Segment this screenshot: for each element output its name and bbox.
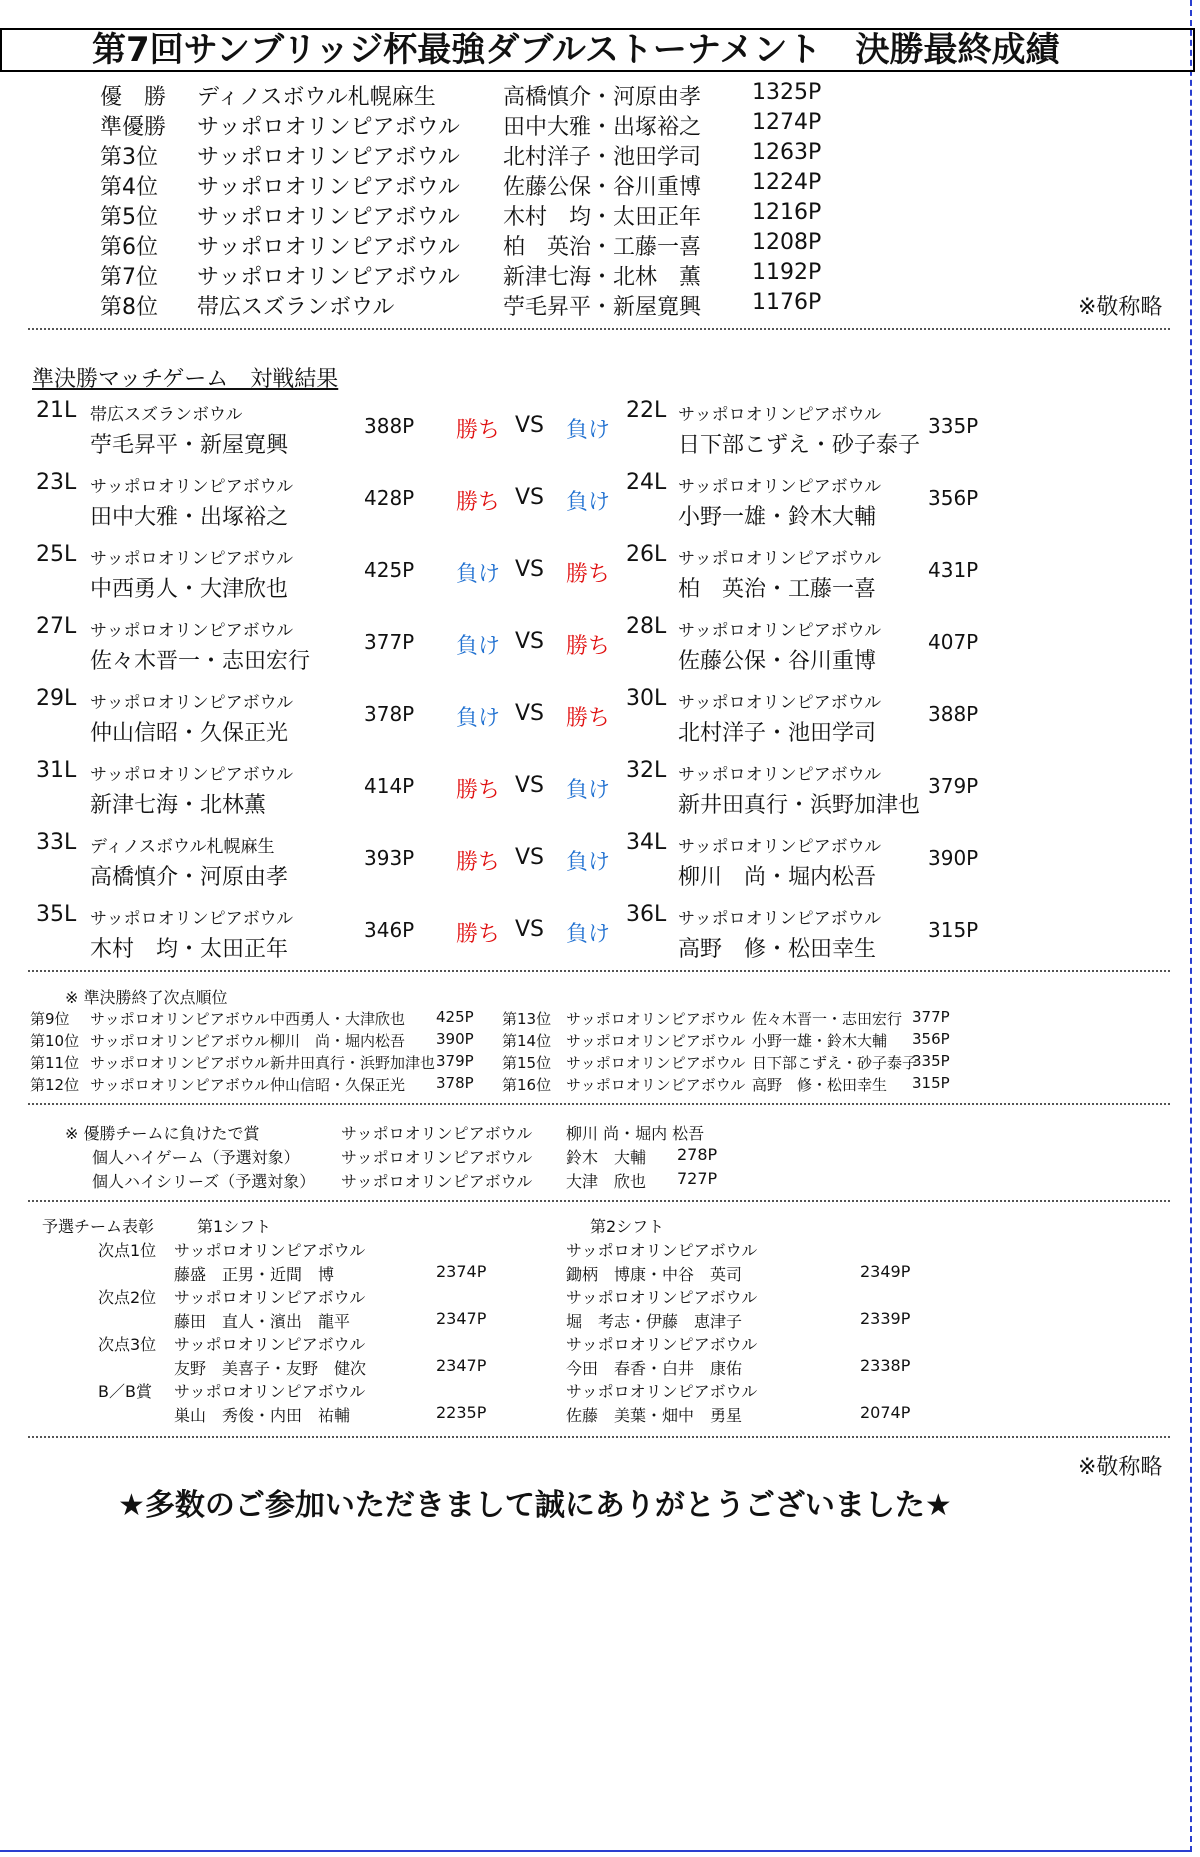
divider [28, 1200, 1170, 1202]
right-score: 315P [928, 918, 979, 942]
award-players: 柳川 尚・堀内 松吾 [566, 1124, 705, 1143]
next-players: 柳川 尚・堀内松吾 [270, 1032, 406, 1050]
right-players: 柳川 尚・堀内松吾 [678, 865, 877, 890]
right-lane: 34L [626, 830, 667, 855]
vs-label: VS [515, 701, 545, 726]
prelim-center-2: サッポロオリンピアボウル [566, 1241, 758, 1260]
next-players: 小野一雄・鈴木大輔 [752, 1032, 888, 1050]
next-ranking-heading: ※ 準決勝終了次点順位 [65, 988, 228, 1007]
next-rank: 第15位 [502, 1054, 552, 1072]
final-rank: 第7位 [100, 265, 158, 290]
right-result: 勝ち [566, 562, 611, 587]
final-players: 高橋慎介・河原由孝 [503, 85, 702, 110]
right-players: 高野 修・松田幸生 [678, 937, 877, 962]
final-center: サッポロオリンピアボウル [197, 265, 460, 290]
right-center: サッポロオリンピアボウル [678, 837, 882, 857]
prelim-score-2: 2349P [860, 1262, 911, 1281]
left-center: サッポロオリンピアボウル [90, 549, 294, 569]
left-center: サッポロオリンピアボウル [90, 477, 294, 497]
next-rank: 第11位 [30, 1054, 80, 1072]
prelim-label: 次点3位 [98, 1335, 157, 1354]
final-center: 帯広スズランボウル [197, 295, 395, 320]
final-players: 佐藤公保・谷川重博 [503, 175, 702, 200]
right-center: サッポロオリンピアボウル [678, 621, 882, 641]
next-players: 日下部こずえ・砂子泰子 [752, 1054, 918, 1072]
left-lane: 33L [36, 830, 77, 855]
next-players: 仲山信昭・久保正光 [270, 1076, 406, 1094]
final-center: サッポロオリンピアボウル [197, 115, 460, 140]
left-lane: 31L [36, 758, 77, 783]
left-score: 378P [364, 702, 415, 726]
right-players: 北村洋子・池田学司 [678, 721, 877, 746]
divider [28, 328, 1170, 330]
prelim-center-2: サッポロオリンピアボウル [566, 1288, 758, 1307]
next-players: 高野 修・松田幸生 [752, 1076, 888, 1094]
left-players: 新津七海・北林薫 [90, 793, 267, 818]
prelim-center-2: サッポロオリンピアボウル [566, 1335, 758, 1354]
prelim-players-2: 今田 春香・白井 康佑 [566, 1359, 743, 1378]
right-lane: 32L [626, 758, 667, 783]
next-score: 378P [436, 1074, 474, 1092]
left-players: 苧毛昇平・新屋寛興 [90, 433, 289, 458]
vs-label: VS [515, 773, 545, 798]
left-score: 414P [364, 774, 415, 798]
final-center: ディノスボウル札幌麻生 [197, 85, 436, 110]
prelim-center-1: サッポロオリンピアボウル [174, 1382, 366, 1401]
next-score: 335P [912, 1052, 950, 1070]
next-score: 379P [436, 1052, 474, 1070]
final-score: 1208P [752, 230, 822, 255]
award-center: サッポロオリンピアボウル [341, 1124, 533, 1143]
prelim-score-1: 2374P [436, 1262, 487, 1281]
left-result: 勝ち [456, 418, 501, 443]
final-rank: 第3位 [100, 145, 158, 170]
honorific-note-bottom: ※敬称略 [1078, 1455, 1163, 1480]
left-players: 高橋慎介・河原由孝 [90, 865, 289, 890]
final-players: 柏 英治・工藤一喜 [503, 235, 702, 260]
final-rank: 第4位 [100, 175, 158, 200]
next-score: 377P [912, 1008, 950, 1026]
right-score: 431P [928, 558, 979, 582]
final-rank: 優 勝 [100, 85, 167, 110]
next-center: サッポロオリンピアボウル [566, 1076, 746, 1094]
left-result: 勝ち [456, 922, 501, 947]
left-score: 377P [364, 630, 415, 654]
prelim-score-2: 2339P [860, 1309, 911, 1328]
left-score: 388P [364, 414, 415, 438]
semifinal-heading: 準決勝マッチゲーム 対戦結果 [32, 367, 339, 392]
next-players: 中西勇人・大津欣也 [270, 1010, 406, 1028]
left-players: 中西勇人・大津欣也 [90, 577, 289, 602]
left-lane: 35L [36, 902, 77, 927]
next-score: 425P [436, 1008, 474, 1026]
left-lane: 21L [36, 398, 77, 423]
right-center: サッポロオリンピアボウル [678, 477, 882, 497]
left-lane: 27L [36, 614, 77, 639]
vs-label: VS [515, 413, 545, 438]
final-center: サッポロオリンピアボウル [197, 205, 460, 230]
prelim-players-1: 藤盛 正男・近間 博 [174, 1265, 335, 1284]
prelim-players-2: 堀 考志・伊藤 恵津子 [566, 1312, 743, 1331]
right-result: 負け [566, 490, 611, 515]
left-center: サッポロオリンピアボウル [90, 765, 294, 785]
right-score: 335P [928, 414, 979, 438]
final-rank: 第8位 [100, 295, 158, 320]
vs-label: VS [515, 917, 545, 942]
prelim-score-1: 2347P [436, 1309, 487, 1328]
left-result: 勝ち [456, 778, 501, 803]
vs-label: VS [515, 485, 545, 510]
next-players: 佐々木晋一・志田宏行 [752, 1010, 903, 1028]
final-rank: 第6位 [100, 235, 158, 260]
next-center: サッポロオリンピアボウル [90, 1032, 270, 1050]
vs-label: VS [515, 629, 545, 654]
right-center: サッポロオリンピアボウル [678, 405, 882, 425]
right-score: 407P [928, 630, 979, 654]
divider [28, 1103, 1170, 1105]
left-score: 428P [364, 486, 415, 510]
honorific-note: ※敬称略 [1078, 295, 1163, 320]
left-score: 393P [364, 846, 415, 870]
final-players: 田中大雅・出塚裕之 [503, 115, 702, 140]
right-result: 負け [566, 922, 611, 947]
left-center: 帯広スズランボウル [90, 405, 243, 425]
next-center: サッポロオリンピアボウル [566, 1054, 746, 1072]
award-center: サッポロオリンピアボウル [341, 1148, 533, 1167]
left-result: 勝ち [456, 490, 501, 515]
right-result: 負け [566, 778, 611, 803]
award-center: サッポロオリンピアボウル [341, 1172, 533, 1191]
prelim-score-1: 2347P [436, 1356, 487, 1375]
final-score: 1224P [752, 170, 822, 195]
right-lane: 26L [626, 542, 667, 567]
next-players: 新井田真行・浜野加津也 [270, 1054, 436, 1072]
final-score: 1176P [752, 290, 822, 315]
right-players: 佐藤公保・谷川重博 [678, 649, 877, 674]
right-lane: 24L [626, 470, 667, 495]
left-score: 425P [364, 558, 415, 582]
prelim-players-1: 巣山 秀俊・内田 祐輔 [174, 1406, 351, 1425]
left-result: 負け [456, 706, 501, 731]
prelim-center-1: サッポロオリンピアボウル [174, 1241, 366, 1260]
next-center: サッポロオリンピアボウル [90, 1054, 270, 1072]
final-score: 1216P [752, 200, 822, 225]
final-players: 苧毛昇平・新屋寛興 [503, 295, 702, 320]
final-score: 1274P [752, 110, 822, 135]
left-center: サッポロオリンピアボウル [90, 693, 294, 713]
award-score: 727P [677, 1169, 718, 1188]
shift1-heading: 第1シフト [197, 1217, 272, 1236]
thanks-message: ★多数のご参加いただきまして誠にありがとうございました★ [118, 1488, 952, 1523]
final-score: 1263P [752, 140, 822, 165]
prelim-players-2: 鋤柄 博康・中谷 英司 [566, 1265, 743, 1284]
prelim-label: 次点2位 [98, 1288, 157, 1307]
left-players: 仲山信昭・久保正光 [90, 721, 289, 746]
right-score: 356P [928, 486, 979, 510]
final-rank: 第5位 [100, 205, 158, 230]
final-center: サッポロオリンピアボウル [197, 175, 460, 200]
award-players: 鈴木 大輔 [566, 1148, 647, 1167]
next-center: サッポロオリンピアボウル [566, 1032, 746, 1050]
left-players: 木村 均・太田正年 [90, 937, 289, 962]
prelim-heading: 予選チーム表彰 [42, 1217, 155, 1236]
left-result: 負け [456, 634, 501, 659]
next-score: 390P [436, 1030, 474, 1048]
final-score: 1192P [752, 260, 822, 285]
final-center: サッポロオリンピアボウル [197, 235, 460, 260]
left-center: サッポロオリンピアボウル [90, 909, 294, 929]
divider [28, 970, 1170, 972]
prelim-score-1: 2235P [436, 1403, 487, 1422]
final-players: 北村洋子・池田学司 [503, 145, 702, 170]
prelim-players-1: 友野 美喜子・友野 健次 [174, 1359, 367, 1378]
vs-label: VS [515, 557, 545, 582]
right-center: サッポロオリンピアボウル [678, 765, 882, 785]
next-center: サッポロオリンピアボウル [566, 1010, 746, 1028]
prelim-center-2: サッポロオリンピアボウル [566, 1382, 758, 1401]
next-rank: 第14位 [502, 1032, 552, 1050]
prelim-score-2: 2074P [860, 1403, 911, 1422]
left-center: ディノスボウル札幌麻生 [90, 837, 275, 857]
left-center: サッポロオリンピアボウル [90, 621, 294, 641]
prelim-score-2: 2338P [860, 1356, 911, 1375]
shift2-heading: 第2シフト [590, 1217, 665, 1236]
award-label: ※ 優勝チームに負けたで賞 [65, 1124, 260, 1143]
right-center: サッポロオリンピアボウル [678, 549, 882, 569]
final-center: サッポロオリンピアボウル [197, 145, 460, 170]
left-lane: 23L [36, 470, 77, 495]
right-result: 勝ち [566, 634, 611, 659]
prelim-center-1: サッポロオリンピアボウル [174, 1335, 366, 1354]
right-center: サッポロオリンピアボウル [678, 909, 882, 929]
prelim-center-1: サッポロオリンピアボウル [174, 1288, 366, 1307]
left-lane: 29L [36, 686, 77, 711]
right-lane: 30L [626, 686, 667, 711]
right-lane: 28L [626, 614, 667, 639]
right-result: 勝ち [566, 706, 611, 731]
right-score: 388P [928, 702, 979, 726]
prelim-label: 次点1位 [98, 1241, 157, 1260]
right-center: サッポロオリンピアボウル [678, 693, 882, 713]
right-lane: 36L [626, 902, 667, 927]
award-score: 278P [677, 1145, 718, 1164]
next-rank: 第12位 [30, 1076, 80, 1094]
next-center: サッポロオリンピアボウル [90, 1010, 270, 1028]
vs-label: VS [515, 845, 545, 870]
right-score: 379P [928, 774, 979, 798]
final-players: 新津七海・北林 薫 [503, 265, 702, 290]
page-title: 第7回サンブリッジ杯最強ダブルストーナメント 決勝最終成績 [0, 28, 1195, 72]
prelim-players-1: 藤田 直人・濱出 龍平 [174, 1312, 351, 1331]
award-players: 大津 欣也 [566, 1172, 647, 1191]
award-label: 個人ハイシリーズ（予選対象） [92, 1172, 316, 1191]
next-rank: 第16位 [502, 1076, 552, 1094]
right-result: 負け [566, 418, 611, 443]
next-score: 356P [912, 1030, 950, 1048]
right-players: 日下部こずえ・砂子泰子 [678, 433, 921, 458]
right-lane: 22L [626, 398, 667, 423]
left-score: 346P [364, 918, 415, 942]
left-lane: 25L [36, 542, 77, 567]
final-score: 1325P [752, 80, 822, 105]
next-score: 315P [912, 1074, 950, 1092]
right-players: 小野一雄・鈴木大輔 [678, 505, 877, 530]
next-rank: 第10位 [30, 1032, 80, 1050]
final-players: 木村 均・太田正年 [503, 205, 702, 230]
next-center: サッポロオリンピアボウル [90, 1076, 270, 1094]
right-score: 390P [928, 846, 979, 870]
left-result: 負け [456, 562, 501, 587]
right-players: 新井田真行・浜野加津也 [678, 793, 921, 818]
left-result: 勝ち [456, 850, 501, 875]
left-players: 佐々木晋一・志田宏行 [90, 649, 311, 674]
prelim-players-2: 佐藤 美葉・畑中 勇星 [566, 1406, 743, 1425]
right-result: 負け [566, 850, 611, 875]
award-label: 個人ハイゲーム（予選対象） [92, 1148, 300, 1167]
final-rank: 準優勝 [100, 115, 167, 140]
next-rank: 第13位 [502, 1010, 552, 1028]
divider [28, 1436, 1170, 1438]
right-players: 柏 英治・工藤一喜 [678, 577, 877, 602]
next-rank: 第9位 [30, 1010, 70, 1028]
left-players: 田中大雅・出塚裕之 [90, 505, 289, 530]
prelim-label: B／B賞 [98, 1382, 152, 1401]
